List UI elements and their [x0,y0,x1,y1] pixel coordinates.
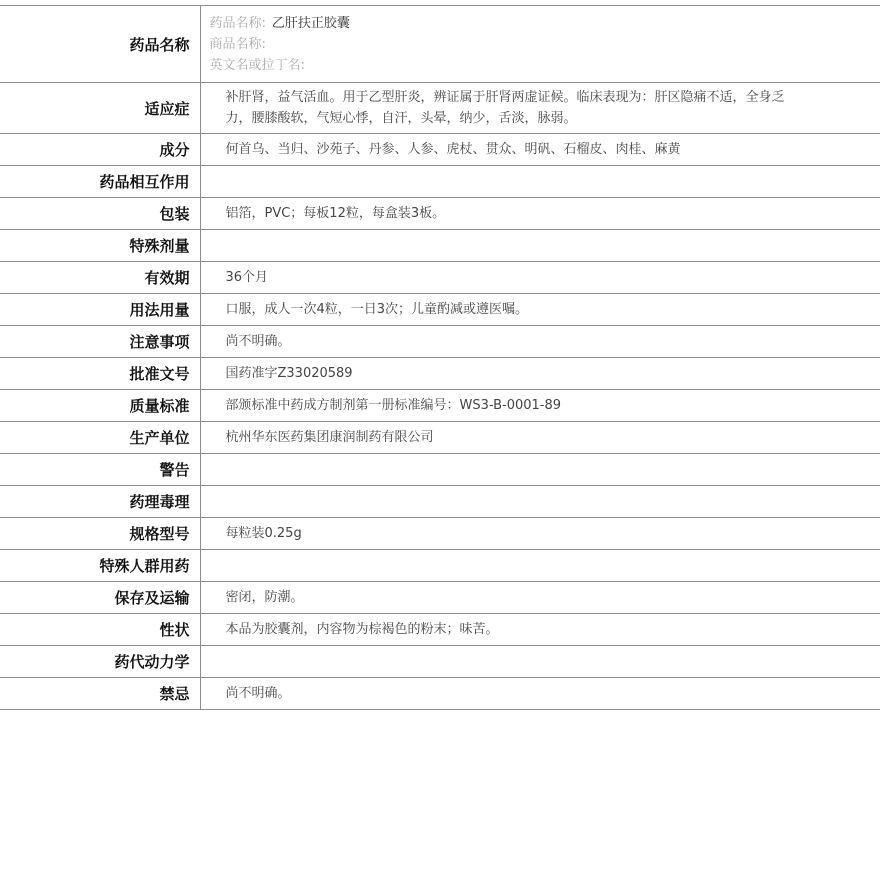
row-drug-name [0,6,880,83]
row-label: 适应症 [0,83,200,134]
english-name-line [210,55,880,76]
row-label: 用法用量 [0,294,200,326]
row-dosage [0,294,880,326]
row-value: 铝箔，PVC；每板12粒，每盒装3板。 [200,198,880,230]
row-value [200,166,880,198]
row-label: 保存及运输 [0,582,200,614]
row-specification [0,518,880,550]
row-manufacturer [0,422,880,454]
row-pharmacokinetics [0,646,880,678]
row-label: 成分 [0,134,200,166]
row-value [200,454,880,486]
english-name-label: 英文名或拉丁名: [209,57,305,73]
row-special-dosage [0,230,880,262]
row-ingredients [0,134,880,166]
row-value: 何首乌、当归、沙苑子、丹参、人参、虎杖、贯众、明矾、石榴皮、肉桂、麻黄 [200,134,880,166]
row-precautions [0,326,880,358]
row-label: 禁忌 [0,678,200,710]
row-value: 杭州华东医药集团康润制药有限公司 [200,422,880,454]
row-value: 本品为胶囊剂，内容物为棕褐色的粉末；味苦。 [200,614,880,646]
row-label: 药理毒理 [0,486,200,518]
row-special-populations [0,550,880,582]
row-label: 质量标准 [0,390,200,422]
row-value: 部颁标准中药成方制剂第一册标准编号：WS3-B-0001-89 [200,390,880,422]
row-label: 包装 [0,198,200,230]
row-label: 规格型号 [0,518,200,550]
row-label: 药品相互作用 [0,166,200,198]
trade-name-label: 商品名称: [209,36,266,52]
row-label: 批准文号 [0,358,200,390]
row-value: 国药准字Z33020589 [200,358,880,390]
drug-name-value: 乙肝扶正胶囊 [271,15,350,31]
drug-name-line [210,13,880,34]
row-label: 生产单位 [0,422,200,454]
row-shelf-life [0,262,880,294]
row-value: 尚不明确。 [200,326,880,358]
row-label: 药代动力学 [0,646,200,678]
row-value [200,486,880,518]
row-quality-standard [0,390,880,422]
row-indications [0,83,880,134]
row-description [0,614,880,646]
row-label: 有效期 [0,262,200,294]
row-storage [0,582,880,614]
drug-name-label: 药品名称: [209,15,266,31]
row-warning [0,454,880,486]
row-value: 尚不明确。 [200,678,880,710]
row-value [200,230,880,262]
row-value [200,646,880,678]
row-value: 口服，成人一次4粒，一日3次；儿童酌减或遵医嘱。 [200,294,880,326]
row-value: 每粒装0.25g [200,518,880,550]
row-value: 密闭，防潮。 [200,582,880,614]
row-label: 注意事项 [0,326,200,358]
row-value: 补肝肾，益气活血。用于乙型肝炎，辨证属于肝肾两虚证候。临床表现为：肝区隐痛不适，全身乏力，腰膝酸软，气短心悸，自汗，头晕，纳少，舌淡，脉弱。 [200,83,880,134]
row-label: 特殊人群用药 [0,550,200,582]
row-label: 药品名称 [0,6,200,83]
drug-info-table [0,5,880,710]
row-label: 特殊剂量 [0,230,200,262]
row-label: 性状 [0,614,200,646]
row-approval-number [0,358,880,390]
row-pharmacology [0,486,880,518]
row-label: 警告 [0,454,200,486]
trade-name-line [210,34,880,55]
row-contraindications [0,678,880,710]
row-packaging [0,198,880,230]
row-interactions [0,166,880,198]
row-value: 36个月 [200,262,880,294]
drug-name-block [200,6,880,83]
row-value [200,550,880,582]
